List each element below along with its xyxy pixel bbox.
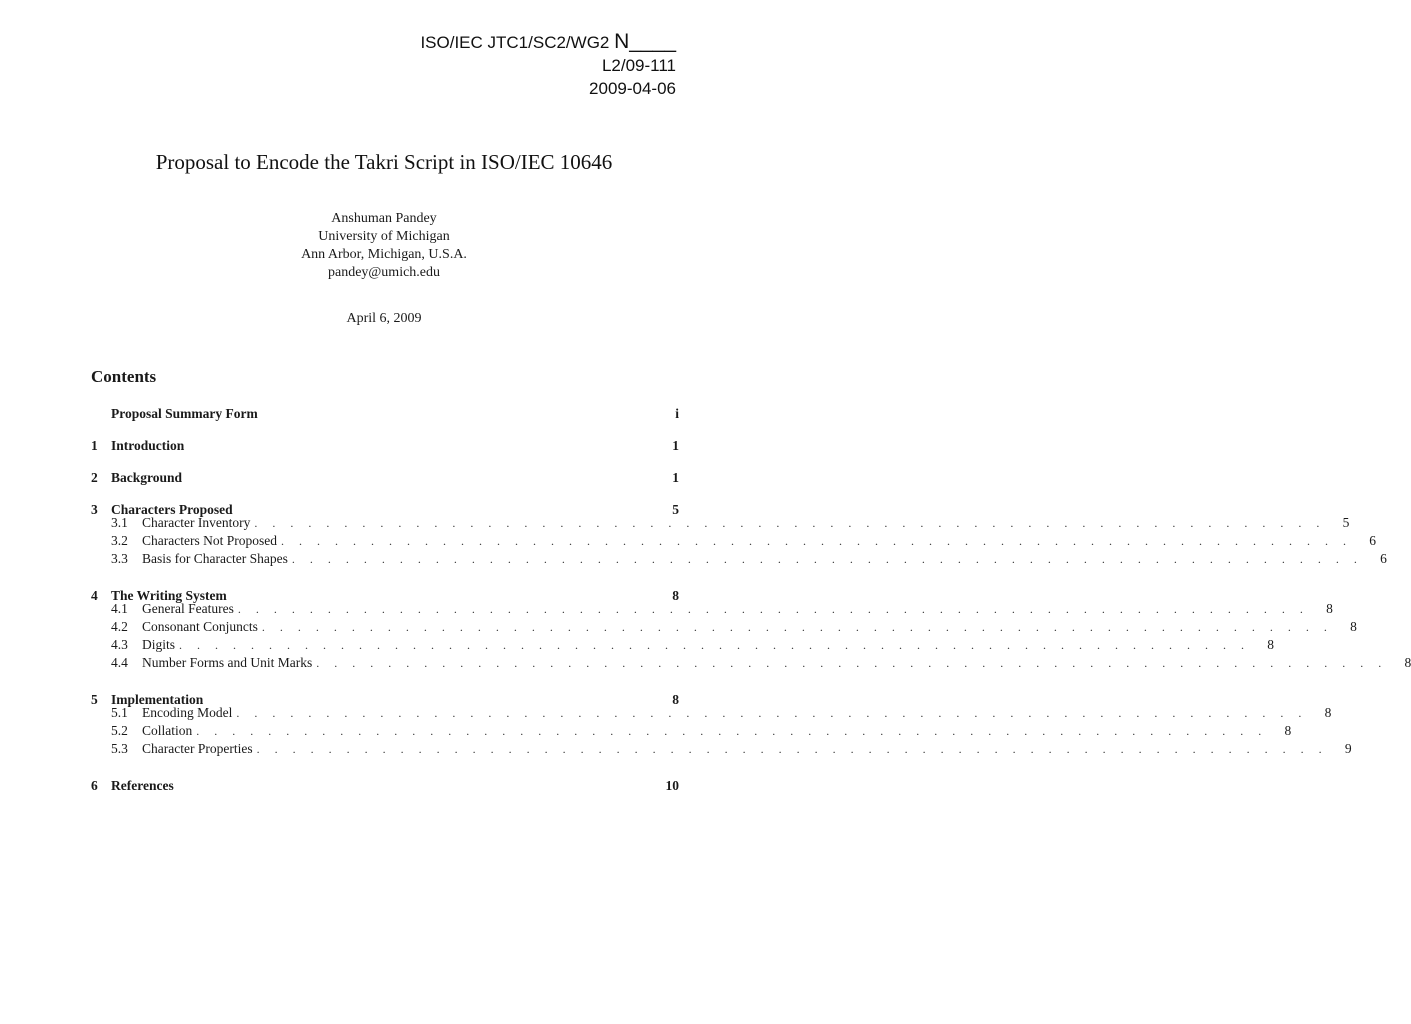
toc-section-row[interactable]: [91, 496, 679, 517]
toc-leader-dots: . . . . . . . . . . . . . . . . . . . . . . . . . . . . . . . . . . . . . . . . . . . . . . . . . . . . . . . . . . . .: [291, 552, 1363, 566]
toc-section-number: 3: [91, 502, 98, 517]
toc-subsection-row[interactable]: [91, 514, 1350, 532]
table-of-contents: [91, 400, 1411, 793]
toc-fill: [178, 772, 655, 790]
toc-fill: [231, 582, 655, 600]
toc-section-title: References: [111, 778, 174, 793]
toc-section-row[interactable]: [91, 464, 679, 485]
toc-leader-dots: . . . . . . . . . . . . . . . . . . . . . . . . . . . . . . . . . . . . . . . . . . . . . . . . . . . . . . . . . . . .: [254, 516, 1326, 530]
toc-leader-dots: . . . . . . . . . . . . . . . . . . . . . . . . . . . . . . . . . . . . . . . . . . . . . . . . . . . . . . . . . . . .: [237, 602, 1309, 616]
toc-subsection-title: Number Forms and Unit Marks: [142, 655, 313, 670]
toc-section-page: 5: [672, 502, 679, 517]
toc-subsection-row[interactable]: [91, 618, 1357, 636]
toc-leader-dots: . . . . . . . . . . . . . . . . . . . . . . . . . . . . . . . . . . . . . . . . . . . . . . . . . . . . . . . . . . . .: [261, 620, 1333, 634]
toc-section-row[interactable]: [91, 400, 679, 421]
toc-section-number: 4: [91, 588, 98, 603]
toc-subsection-row[interactable]: [91, 654, 1411, 672]
toc-subsection-row[interactable]: [91, 740, 1352, 758]
toc-fill: [186, 464, 655, 482]
toc-leader-dots: . . . . . . . . . . . . . . . . . . . . . . . . . . . . . . . . . . . . . . . . . . . . . . . . . . . . . . . . . . . .: [236, 706, 1308, 720]
toc-leader-dots: . . . . . . . . . . . . . . . . . . . . . . . . . . . . . . . . . . . . . . . . . . . . . . . . . . . . . . . . . . . .: [179, 638, 1251, 652]
toc-section-number: 6: [91, 778, 98, 793]
toc-subsection-number: 3.2: [111, 533, 128, 548]
toc-subsection-page: 6: [1369, 533, 1376, 548]
toc-subsection-row[interactable]: [91, 704, 1332, 722]
toc-leader-dots: . . . . . . . . . . . . . . . . . . . . . . . . . . . . . . . . . . . . . . . . . . . . . . . . . . . . . . . . . . . .: [316, 656, 1388, 670]
toc-section-row[interactable]: [91, 432, 679, 453]
toc-subsection-number: 4.1: [111, 601, 128, 616]
toc-subsection-page: 8: [1267, 637, 1275, 652]
toc-fill: [262, 400, 655, 418]
doc-reference-n: N____: [614, 30, 676, 53]
toc-subsection-page: 9: [1344, 741, 1352, 756]
toc-subsection-number: 4.4: [111, 655, 128, 670]
toc-section-page: 8: [672, 692, 679, 707]
toc-section-number: 2: [91, 470, 98, 485]
author-location: Ann Arbor, Michigan, U.S.A.: [301, 247, 467, 262]
toc-subsection-number: 5.1: [111, 705, 128, 720]
toc-subsection-row[interactable]: [91, 600, 1333, 618]
toc-section-title: Introduction: [111, 438, 185, 453]
doc-reference-prefix: ISO/IEC JTC1/SC2/WG2: [420, 33, 615, 52]
document-title: Proposal to Encode the Takri Script in ISO/IEC 10646: [155, 150, 613, 174]
author-affiliation: University of Michigan: [318, 229, 450, 244]
toc-subsection-title: Digits: [142, 637, 176, 652]
toc-subsection-title: General Features: [142, 601, 234, 616]
toc-section-number: 5: [91, 692, 98, 707]
toc-subsection-title: Consonant Conjuncts: [142, 619, 258, 634]
toc-fill: [237, 496, 655, 514]
toc-section-row[interactable]: [91, 582, 679, 603]
toc-subsection-page: 8: [1326, 601, 1333, 616]
toc-leader-dots: . . . . . . . . . . . . . . . . . . . . . . . . . . . . . . . . . . . . . . . . . . . . . . . . . . . . . . . . . . . .: [196, 724, 1268, 738]
toc-section-page: 10: [665, 778, 679, 793]
toc-section-row[interactable]: [91, 772, 679, 793]
toc-section-title: Implementation: [111, 692, 204, 707]
toc-subsection-page: 8: [1404, 655, 1411, 670]
toc-subsection-row[interactable]: [91, 722, 1292, 740]
toc-subsection-number: 4.2: [111, 619, 128, 634]
toc-subsection-title: Basis for Character Shapes: [142, 551, 288, 566]
toc-fill: [188, 432, 655, 450]
toc-subsection-row[interactable]: [91, 636, 1275, 654]
doc-number: L2/09-111: [601, 56, 676, 75]
toc-section-title: Characters Proposed: [111, 502, 233, 517]
doc-date: 2009-04-06: [589, 79, 676, 98]
toc-subsection-title: Collation: [142, 723, 193, 738]
toc-section-page: 1: [672, 438, 679, 453]
toc-subsection-page: 6: [1380, 551, 1387, 566]
contents-heading: Contents: [91, 367, 157, 386]
toc-section-title: Proposal Summary Form: [111, 406, 258, 421]
toc-section-row[interactable]: [91, 686, 679, 707]
toc-subsection-row[interactable]: [91, 550, 1387, 568]
toc-subsection-title: Character Properties: [142, 741, 253, 756]
toc-subsection-page: 8: [1284, 723, 1292, 738]
toc-subsection-page: 5: [1342, 515, 1350, 530]
toc-subsection-title: Character Inventory: [142, 515, 251, 530]
author-name: Anshuman Pandey: [331, 211, 437, 226]
toc-section-page: i: [675, 406, 679, 421]
author-email: pandey@umich.edu: [327, 265, 441, 280]
toc-subsection-number: 4.3: [111, 637, 128, 652]
toc-subsection-title: Encoding Model: [142, 705, 233, 720]
document-header: [420, 30, 676, 100]
toc-fill: [207, 686, 655, 704]
toc-subsection-page: 8: [1324, 705, 1332, 720]
toc-subsection-number: 5.3: [111, 741, 128, 756]
toc-section-title: Background: [111, 470, 183, 485]
toc-subsection-row[interactable]: [91, 532, 1376, 550]
toc-section-number: 1: [91, 438, 98, 453]
toc-section-title: The Writing System: [111, 588, 227, 603]
toc-section-page: 1: [672, 470, 679, 485]
author-block: [0, 210, 768, 282]
document-date: April 6, 2009: [346, 311, 422, 326]
toc-subsection-title: Characters Not Proposed: [142, 533, 277, 548]
toc-subsection-number: 3.3: [111, 551, 128, 566]
doc-reference: [420, 30, 676, 54]
toc-leader-dots: . . . . . . . . . . . . . . . . . . . . . . . . . . . . . . . . . . . . . . . . . . . . . . . . . . . . . . . . . . . .: [280, 534, 1352, 548]
toc-subsection-number: 3.1: [111, 515, 128, 530]
toc-subsection-page: 8: [1350, 619, 1357, 634]
toc-leader-dots: . . . . . . . . . . . . . . . . . . . . . . . . . . . . . . . . . . . . . . . . . . . . . . . . . . . . . . . . . . . .: [256, 742, 1328, 756]
toc-subsection-number: 5.2: [111, 723, 128, 738]
toc-section-page: 8: [672, 588, 679, 603]
